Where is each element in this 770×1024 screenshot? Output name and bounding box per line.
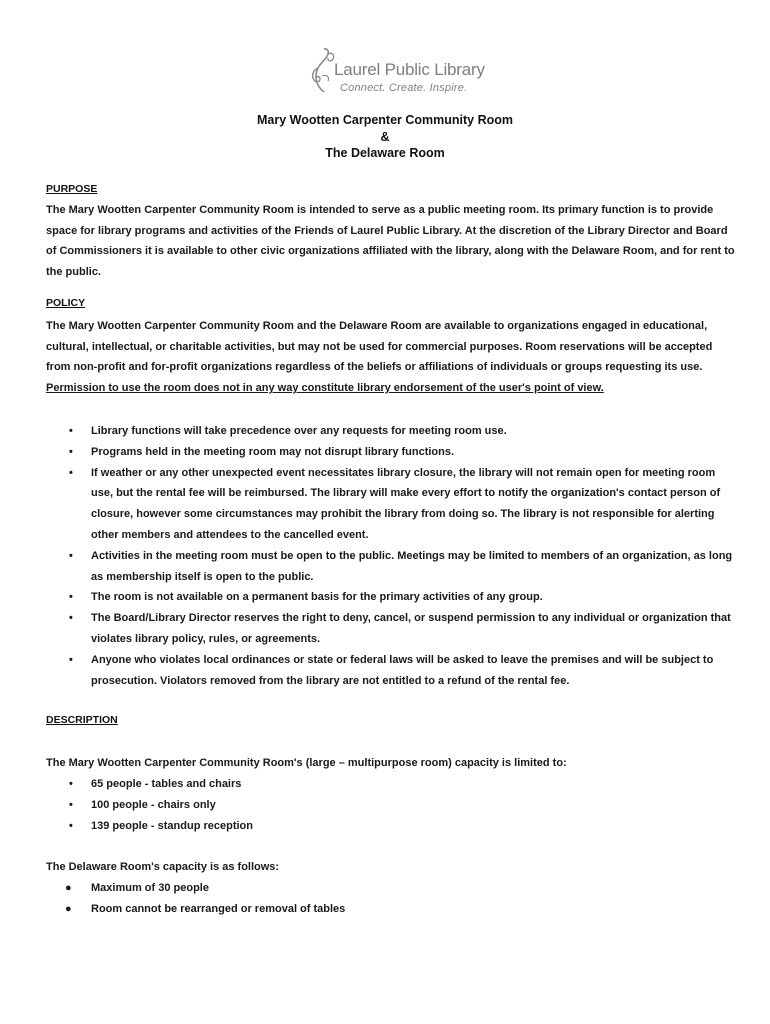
list-item: • 65 people - tables and chairs [46, 774, 736, 795]
list-item: • Activities in the meeting room must be open to the public. Meetings may be limited to members of an organization, as long as membership itself is open to the public. [46, 546, 736, 588]
list-item: ● Maximum of 30 people [46, 878, 736, 899]
community-room-capacity-list [46, 774, 736, 836]
bullet-icon: • [69, 653, 73, 666]
bullet-icon: ● [65, 902, 72, 915]
library-logo [308, 44, 485, 100]
policy-heading: POLICY [46, 297, 86, 309]
library-tagline: Connect. Create. Inspire. [340, 82, 468, 94]
policy-paragraph [46, 316, 736, 399]
list-item: • 139 people - standup reception [46, 816, 736, 837]
document-title-line-2: & [380, 130, 390, 144]
bullet-icon: • [69, 798, 73, 811]
purpose-paragraph: The Mary Wootten Carpenter Community Room is intended to serve as a public meeting room. Its primary function is to provide space for library programs and activities of the Friends of Laurel Public Library. At the discretion of the Library Director and Board of Commissioners it is available to other civic organizations affiliated with the library, along with the Delaware Room, and for rent to the public. [46, 204, 735, 279]
purpose-heading: PURPOSE [46, 183, 98, 195]
bullet-icon: • [69, 445, 73, 458]
list-item: • The Board/Library Director reserves the right to deny, cancel, or suspend permission to any individual or organization that violates library policy, rules, or agreements. [46, 608, 736, 650]
list-item: • If weather or any other unexpected event necessitates library closure, the library will not remain open for meeting room use, but the rental fee will be reimbursed. The library will make every effort to notify the organization's contact person of closure, however some circumstances may prohibit the library from doing so. The library is not responsible for alerting other members and attendees to the cancelled event. [46, 463, 736, 546]
bullet-icon: • [69, 466, 73, 479]
bullet-icon: • [69, 549, 73, 562]
policy-list [46, 421, 736, 691]
policy-underlined-text: Permission to use the room does not in any way constitute library endorsement of the user's point of view. [46, 382, 604, 395]
bullet-icon: • [69, 591, 73, 604]
list-item: • Programs held in the meeting room may not disrupt library functions. [46, 442, 736, 463]
document-title-line-3: The Delaware Room [325, 146, 445, 160]
list-item: ● Room cannot be rearranged or removal of tables [46, 899, 736, 920]
policy-text: The Mary Wootten Carpenter Community Room and the Delaware Room are available to organizations engaged in educational, cultural, intellectual, or charitable activities, but may not be used for commercial purposes. Room reservations will be accepted from non-profit and for-profit organizations regardless of the beliefs or affiliations of individuals or groups requesting its use. [46, 320, 713, 374]
library-name: Laurel Public Library [334, 60, 485, 79]
list-item: • Library functions will take precedence over any requests for meeting room use. [46, 421, 736, 442]
bullet-icon: ● [65, 882, 72, 894]
list-item: • Anyone who violates local ordinances or state or federal laws will be asked to leave the premises and will be subject to prosecution. Violators removed from the library are not entitled to a refund of the rental fee. [46, 650, 736, 692]
bullet-icon: • [69, 778, 73, 790]
bullet-icon: • [69, 425, 73, 437]
delaware-room-capacity-list [46, 878, 736, 920]
list-item: • The room is not available on a permanent basis for the primary activities of any group. [46, 587, 736, 608]
description-heading: DESCRIPTION [46, 714, 118, 726]
document-title-line-1: Mary Wootten Carpenter Community Room [256, 113, 514, 127]
bullet-icon: • [69, 819, 73, 832]
bullet-icon: • [69, 612, 73, 625]
community-room-capacity-intro: The Mary Wootten Carpenter Community Room's (large – multipurpose room) capacity is limited to: [46, 757, 567, 769]
delaware-room-capacity-intro: The Delaware Room's capacity is as follows: [46, 861, 280, 873]
list-item: • 100 people - chairs only [46, 795, 736, 816]
